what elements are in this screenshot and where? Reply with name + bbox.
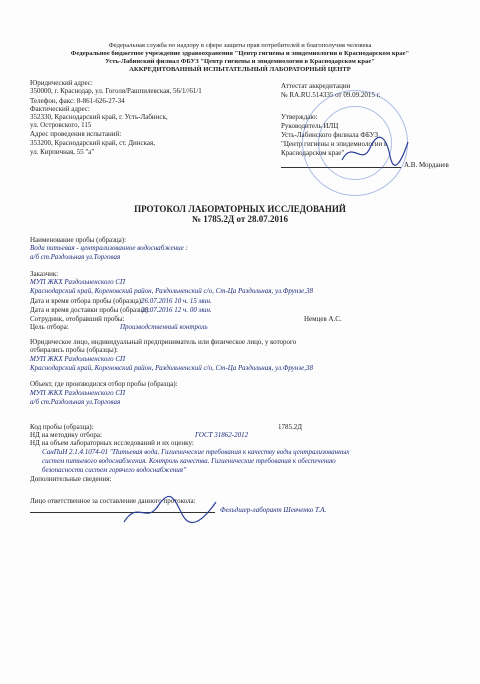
accreditation-number: № RA.RU.514335 от 09.09.2015 г. bbox=[281, 91, 381, 99]
phone: Телефон, факс: 8-861-626-27-34 bbox=[30, 97, 125, 105]
approver-signature bbox=[340, 130, 410, 170]
approver-title-1: Руководитель ИЛЦ bbox=[281, 122, 339, 130]
additional-info-label: Дополнительные сведения: bbox=[30, 475, 112, 483]
sanpin-line-1: СанПиН 2.1.4.1074-01 "Питьевая вода. Гигиенические требования к качеству воды централизованных bbox=[42, 448, 350, 456]
entity-name: МУП ЖКХ Раздольненского СП bbox=[30, 355, 126, 363]
header-line-3: Усть-Лабинский филиал ФБУЗ "Центр гигиены и эпидемиологии в Краснодарском крае" bbox=[105, 58, 375, 65]
approver-name: А.В. Морданев bbox=[404, 161, 449, 169]
sampling-method-value: ГОСТ 31862-2012 bbox=[195, 431, 249, 439]
assessment-nd-label: НД на объем лабораторных исследований и их оценку: bbox=[30, 439, 194, 447]
sampling-method-label: НД на методику отбора: bbox=[30, 431, 102, 439]
entity-label-1: Юридическое лицо, индивидуальный предприниматель или физическое лицо, у которого bbox=[30, 338, 297, 346]
sample-name-2: а/б ст.Раздольная ул.Торговая bbox=[30, 253, 121, 261]
test-address-2: ул. Кирпичная, 55 "а" bbox=[30, 148, 95, 156]
responsible-name: Фельдшер-лаборант Шевченко Т.А. bbox=[220, 506, 327, 514]
protocol-number: № 1785.2Д от 28.07.2016 bbox=[191, 214, 289, 224]
test-address-1: 353200, Краснодарский край, ст. Динская, bbox=[30, 139, 155, 147]
actual-address-1: 352330, Краснодарский край, г. Усть-Лабинск, bbox=[30, 113, 168, 121]
approved-label: Утверждаю: bbox=[281, 113, 318, 121]
entity-label-2: отбирались пробы (образцы): bbox=[30, 346, 118, 354]
actual-address-label: Фактический адрес: bbox=[30, 105, 90, 113]
site-name: МУП ЖКХ Раздольненского СП bbox=[30, 389, 126, 397]
customer-label: Заказчик: bbox=[30, 270, 59, 278]
approver-title-2: Усть-Лабинского филиала ФБУЗ bbox=[281, 131, 379, 139]
site-address: а/б ст.Раздольная ул.Торговая bbox=[30, 398, 121, 406]
legal-address-label: Юридический адрес: bbox=[30, 79, 93, 87]
purpose-value: Производственный контроль bbox=[120, 323, 208, 331]
responsible-signature bbox=[120, 494, 220, 530]
header-line-2: Федеральное бюджетное учреждение здравоохранения "Центр гигиены и эпидемиологии в Краснодарском крае" bbox=[70, 50, 410, 57]
approver-title-4: Краснодарском крае" bbox=[281, 149, 345, 157]
sample-name-1: Вода питьевая - централизованное водоснабжение : bbox=[30, 244, 188, 252]
sample-name-label: Наименование пробы (образца): bbox=[30, 236, 127, 244]
employee-label: Сотрудник, отобравший пробы: bbox=[30, 315, 125, 323]
header-line-4: АККРЕДИТОВАННЫЙ ИСПЫТАТЕЛЬНЫЙ ЛАБОРАТОРНЫЙ ЦЕНТР bbox=[129, 66, 351, 73]
sanpin-line-3: безопасности систем горячего водоснабжения" bbox=[42, 466, 186, 474]
protocol-title: ПРОТОКОЛ ЛАБОРАТОРНЫХ ИССЛЕДОВАНИЙ bbox=[134, 204, 346, 214]
legal-address: 350000, г. Краснодар, ул. Гоголя/Рашпилевская, 56/1//61/1 bbox=[30, 87, 202, 95]
approver-title-3: "Центр гигиены и эпидемиологии в bbox=[281, 140, 388, 148]
entity-address: Краснодарский край, Кореновский район, Раздольненский с/о, Ст-Ца Раздольная, ул.Фрунзе,38 bbox=[30, 364, 313, 372]
responsible-label: Лицо ответственное за составление данного протокола: bbox=[30, 497, 196, 505]
sample-code-label: Код пробы (образца): bbox=[30, 423, 94, 431]
delivery-date-value: 26.07.2016 12 ч. 00 мин. bbox=[141, 306, 212, 314]
test-address-label: Адрес проведения испытаний: bbox=[30, 130, 122, 138]
header-line-1: Федеральная служба по надзору в сфере защиты прав потребителей и благополучия человека bbox=[108, 42, 372, 49]
sanpin-line-2: систем питьевого водоснабжения. Контроль качества. Гигиенические требования к обеспечению bbox=[42, 457, 336, 465]
sample-code-value: 1785.2Д bbox=[278, 423, 303, 431]
customer-address: Краснодарский край, Кореновский район, Раздольненский с/о, Ст-Ца Раздольная, ул.Фрунзе,38 bbox=[30, 287, 313, 295]
employee-name: Немцев А.С. bbox=[304, 315, 342, 323]
sampling-date-value: 26.07.2016 10 ч. 15 мин. bbox=[141, 297, 212, 305]
site-label: Объект, где производился отбор пробы (образца): bbox=[30, 380, 178, 388]
customer-name: МУП ЖКХ Раздольненского СП bbox=[30, 278, 126, 286]
sampling-date-label: Дата и время отбора пробы (образца): bbox=[30, 297, 144, 305]
delivery-date-label: Дата и время доставки пробы (образца): bbox=[30, 306, 150, 314]
purpose-label: Цель отбора: bbox=[30, 323, 69, 331]
accreditation-label: Аттестат аккредитации bbox=[281, 82, 351, 90]
actual-address-2: ул. Островского, 115 bbox=[30, 121, 92, 129]
